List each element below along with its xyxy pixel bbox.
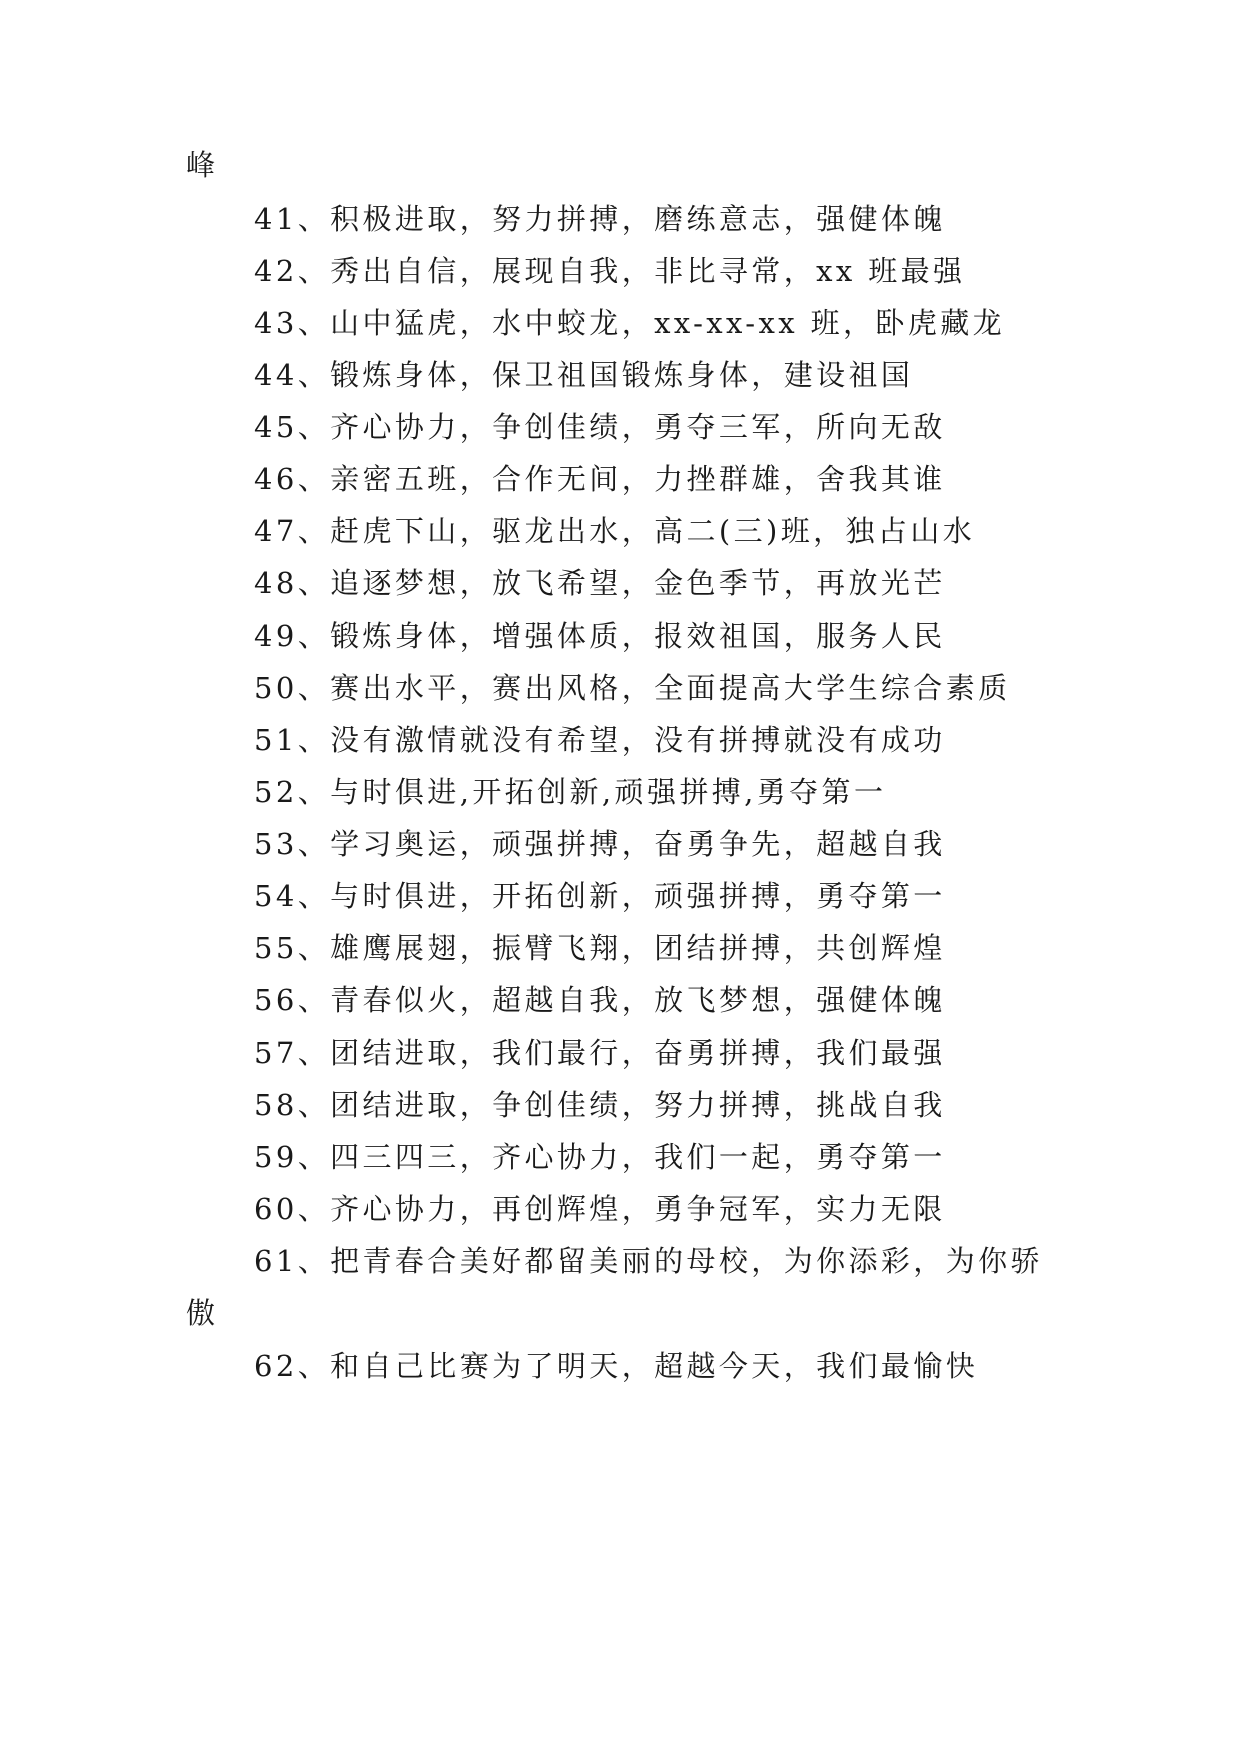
slogan-46: 46、亲密五班，合作无间，力挫群雄，舍我其谁 [254,462,946,496]
slogan-41: 41、积极进取，努力拼搏，磨练意志，强健体魄 [254,202,946,236]
slogan-55: 55、雄鹰展翅，振臂飞翔，团结拼搏，共创辉煌 [254,931,946,965]
continuation-line: 傲 [186,1296,219,1330]
slogan-49: 49、锻炼身体，增强体质，报效祖国，服务人民 [254,619,946,653]
slogan-58: 58、团结进取，争创佳绩，努力拼搏，挑战自我 [254,1088,946,1122]
slogan-56: 56、青春似火，超越自我，放飞梦想，强健体魄 [254,983,946,1017]
slogan-48: 48、追逐梦想，放飞希望，金色季节，再放光芒 [254,566,946,600]
slogan-50: 50、赛出水平，赛出风格，全面提高大学生综合素质 [254,671,1011,705]
slogan-53: 53、学习奥运，顽强拼搏，奋勇争先，超越自我 [254,827,946,861]
slogan-62: 62、和自己比赛为了明天，超越今天，我们最愉快 [254,1349,979,1383]
slogan-51: 51、没有激情就没有希望，没有拼搏就没有成功 [254,723,946,757]
slogan-60: 60、齐心协力，再创辉煌，勇争冠军，实力无限 [254,1192,946,1226]
slogan-59: 59、四三四三，齐心协力，我们一起，勇夺第一 [254,1140,946,1174]
slogan-42: 42、秀出自信，展现自我，非比寻常，xx 班最强 [254,254,966,288]
slogan-45: 45、齐心协力，争创佳绩，勇夺三军，所向无敌 [254,410,946,444]
slogan-44: 44、锻炼身体，保卫祖国锻炼身体，建设祖国 [254,358,914,392]
slogan-54: 54、与时俱进，开拓创新，顽强拼搏，勇夺第一 [254,879,946,913]
slogan-61: 61、把青春合美好都留美丽的母校，为你添彩，为你骄 [254,1244,1043,1278]
continuation-line: 峰 [186,148,219,182]
slogan-47: 47、赶虎下山，驱龙出水，高二(三)班，独占山水 [254,514,976,548]
slogan-43: 43、山中猛虎，水中蛟龙，xx-xx-xx 班，卧虎藏龙 [254,306,1006,340]
slogan-57: 57、团结进取，我们最行，奋勇拼搏，我们最强 [254,1036,946,1070]
slogan-52: 52、与时俱进,开拓创新,顽强拼搏,勇夺第一 [254,775,887,809]
